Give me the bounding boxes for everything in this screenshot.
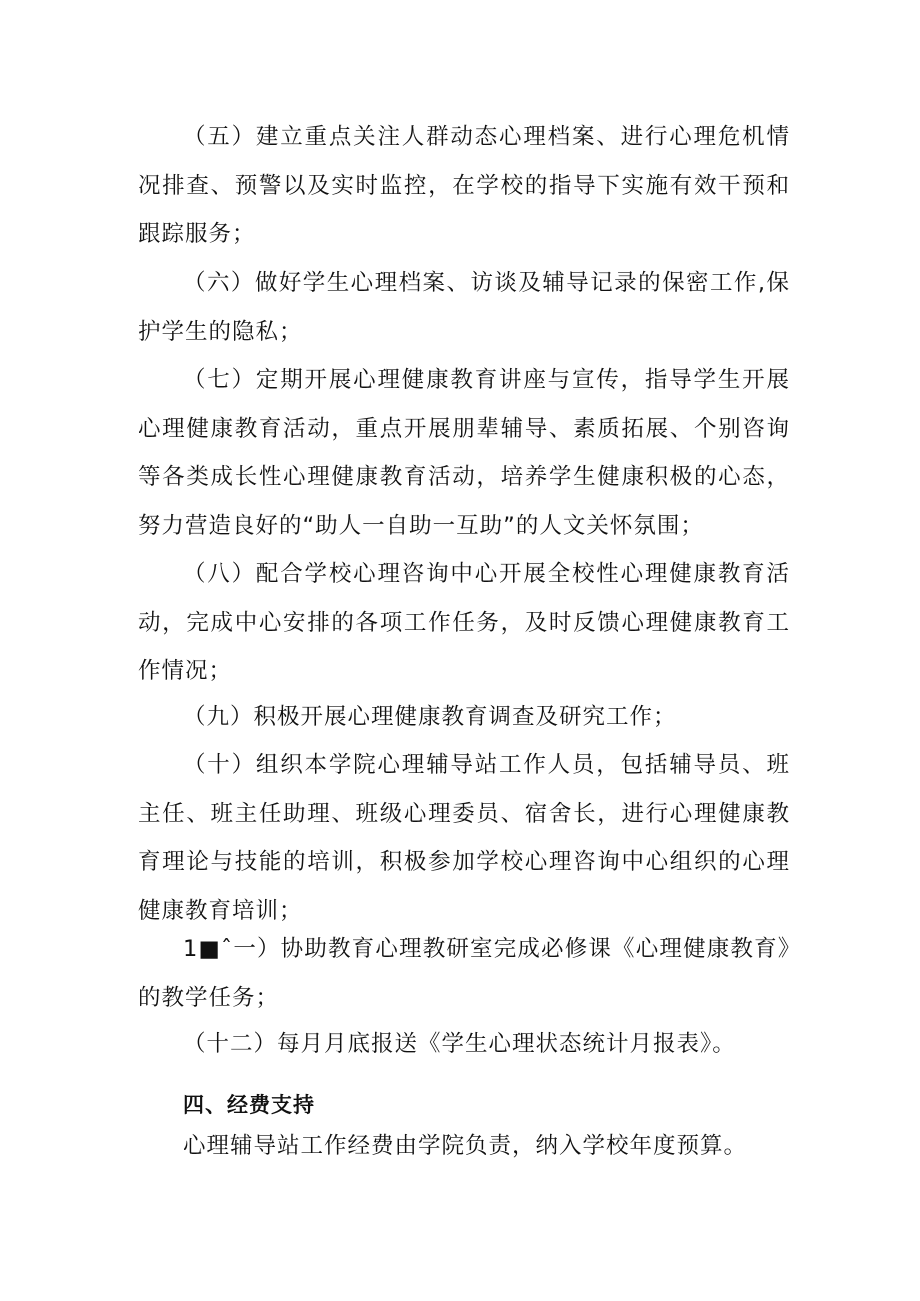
paragraph-item-7: （七）定期开展心理健康教育讲座与宣传，指导学生开展心理健康教育活动，重点开展朋辈辅导、素质拓展、个别咨询等各类成长性心理健康教育活动，培养学生健康积极的心态，努力营造良好的“助人一自助一互助”的人文关怀氛围； — [138, 367, 790, 539]
paragraph-item-12: （十二）每月月底报送《学生心理状态统计月报表》。 — [183, 1031, 736, 1057]
section-heading: 四、经费支持 — [183, 1093, 315, 1117]
paragraph-item-8: （八）配合学校心理咨询中心开展全校性心理健康教育活动，完成中心安排的各项工作任务，及时反馈心理健康教育工作情况； — [138, 561, 790, 684]
paragraph-item-6: （六）做好学生心理档案、访谈及辅导记录的保密工作,保护学生的隐私； — [138, 270, 790, 345]
paragraph-item-10: （十）组织本学院心理辅导站工作人员，包括辅导员、班主任、班主任助理、班级心理委员、宿舍长，进行心理健康教育理论与技能的培训，积极参加学校心理咨询中心组织的心理健康教育培训； — [138, 752, 790, 924]
paragraph-item-9: （九）积极开展心理健康教育调查及研究工作； — [183, 704, 677, 730]
paragraph-item-5: （五）建立重点关注人群动态心理档案、进行心理危机情况排查、预警以及实时监控，在学校的指导下实施有效干预和跟踪服务； — [138, 124, 790, 247]
paragraph-item-11: 1■ˆ一）协助教育心理教研室完成必修课《心理健康教育》的教学任务； — [138, 936, 790, 1011]
final-paragraph: 心理辅导站工作经费由学院负责，纳入学校年度预算。 — [183, 1133, 748, 1159]
